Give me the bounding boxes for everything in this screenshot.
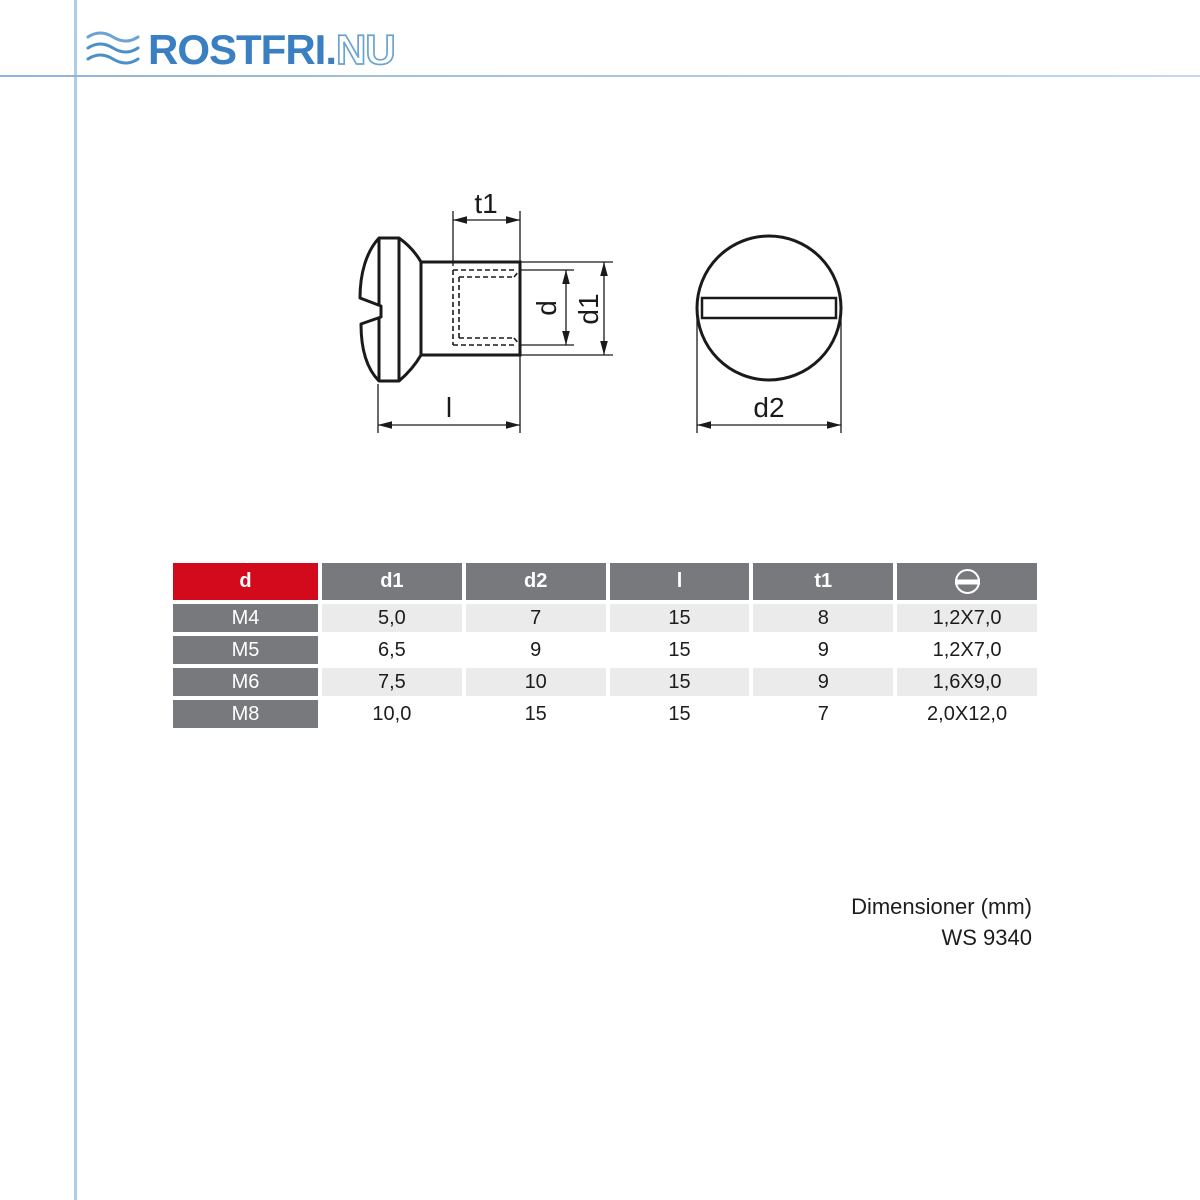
label-d: d bbox=[531, 300, 562, 316]
table-cell: 1,2X7,0 bbox=[897, 636, 1037, 664]
table-cell: 1,2X7,0 bbox=[897, 604, 1037, 632]
logo-main-text: ROSTFRI. bbox=[148, 26, 336, 73]
table-header-l: l bbox=[610, 563, 750, 600]
side-view-body bbox=[421, 262, 520, 355]
table-cell: 15 bbox=[610, 668, 750, 696]
footer-note bbox=[632, 891, 1032, 953]
slotted-drive-icon bbox=[955, 569, 980, 594]
table-cell: 9 bbox=[753, 636, 893, 664]
label-l: l bbox=[445, 392, 453, 423]
table-cell: 7,5 bbox=[322, 668, 462, 696]
table-cell: 15 bbox=[610, 604, 750, 632]
hidden-thread-lines bbox=[453, 270, 520, 345]
table-cell: 10,0 bbox=[322, 700, 462, 728]
logo-wordmark bbox=[148, 26, 395, 73]
waves-icon bbox=[86, 28, 140, 72]
standard-number-text: WS 9340 bbox=[941, 925, 1032, 950]
table-cell: 7 bbox=[753, 700, 893, 728]
table-cell: 7 bbox=[466, 604, 606, 632]
table-row-label: M4 bbox=[173, 604, 318, 632]
label-d2: d2 bbox=[753, 392, 785, 423]
table-cell: 2,0X12,0 bbox=[897, 700, 1037, 728]
table-row-label: M6 bbox=[173, 668, 318, 696]
table-cell: 15 bbox=[610, 700, 750, 728]
header-divider-line bbox=[0, 75, 1200, 77]
table-header-d: d bbox=[173, 563, 318, 600]
dimension-labels bbox=[446, 188, 785, 423]
table-cell: 5,0 bbox=[322, 604, 462, 632]
table-row-label: M5 bbox=[173, 636, 318, 664]
table-cell: 8 bbox=[753, 604, 893, 632]
label-d1: d1 bbox=[573, 293, 604, 325]
logo-suffix-text: NU bbox=[336, 26, 395, 73]
table-cell: 6,5 bbox=[322, 636, 462, 664]
table-header-d2: d2 bbox=[466, 563, 606, 600]
table-header-t1: t1 bbox=[753, 563, 893, 600]
left-accent-line bbox=[74, 0, 77, 1200]
rostfri-logo[interactable] bbox=[86, 28, 395, 72]
table-cell: 1,6X9,0 bbox=[897, 668, 1037, 696]
table-cell: 10 bbox=[466, 668, 606, 696]
table-cell: 9 bbox=[466, 636, 606, 664]
dimensions-table bbox=[173, 563, 1037, 728]
table-header-d1: d1 bbox=[322, 563, 462, 600]
face-view-head-circle bbox=[697, 236, 841, 380]
side-view-head-outline bbox=[360, 238, 421, 381]
dimensions-unit-text: Dimensioner (mm) bbox=[851, 894, 1032, 919]
face-view-slot bbox=[702, 298, 836, 318]
sleeve-nut-technical-drawing bbox=[330, 175, 890, 470]
label-t1: t1 bbox=[474, 188, 498, 219]
table-row-label: M8 bbox=[173, 700, 318, 728]
table-header-slot bbox=[897, 563, 1037, 600]
table-cell: 9 bbox=[753, 668, 893, 696]
table-cell: 15 bbox=[466, 700, 606, 728]
table-cell: 15 bbox=[610, 636, 750, 664]
